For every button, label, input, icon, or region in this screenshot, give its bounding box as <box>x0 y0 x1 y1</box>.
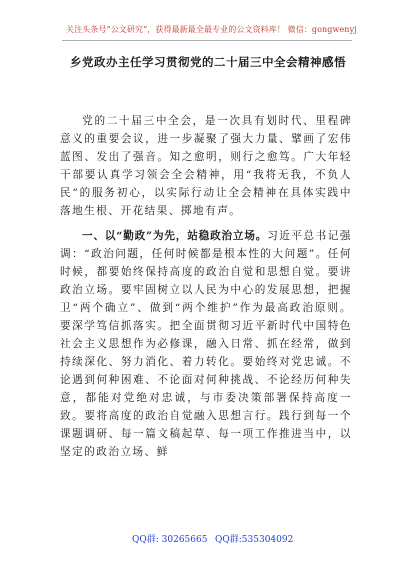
header-promo: 关注头条号“公文研究”，获得最新最全最专业的公文资料库！ 微信：gongwenyj <box>66 25 357 34</box>
section-1-body: 习近平总书记强调：“政治问题，任何时候都是根本性的大问题”。任何时候，都要始终保持高度的政治自觉和思想自觉。要讲政治立场。要牢固树立以人民为中心的发展思想，把握卫“两个确立”、做到“两个维护”作为最高政治原则。要深学笃信抓落实。把全面贯彻习近平新时代中国特色社会主义思想作为必修课，融入日常、抓在经常，做到持续深化、努力消化、着力转化。要始终对党忠诚。不论遇到何种困难、不论面对何种挑战、不论经历何种失意，都能对党绝对忠诚，与市委决策部署保持高度一致。要将高度的政治自觉融入思想言行。践行到每一个课题调研、每一篇文稿起草、每一项工作推进当中，以坚定的政治立场、鲜 <box>60 230 353 458</box>
footer-qq-group-2: QQ群:535304092 <box>215 535 294 545</box>
section-1 <box>60 227 352 461</box>
paragraph-intro <box>60 112 352 220</box>
section-1-heading: 一、以“勤政”为先，站稳政治立场。 <box>82 230 268 242</box>
footer-qq-group-1: QQ群: 30265665 <box>132 535 208 545</box>
header-divider <box>62 40 352 41</box>
document-title: 乡党政办主任学习贯彻党的二十届三中全会精神感悟 <box>70 55 346 69</box>
paragraph-intro-text: 党的二十届三中全会，是一次具有划时代、里程碑意义的重要会议，进一步凝聚了强大力量、擘画了宏伟蓝图、发出了强音。知之愈明，则行之愈笃。广大年轻干部要认真学习领会全会精神，用“我将无我，不负人民”的服务初心，以实际行动让全会精神在具体实践中落地生根、开花结果、掷地有声。 <box>60 115 352 217</box>
